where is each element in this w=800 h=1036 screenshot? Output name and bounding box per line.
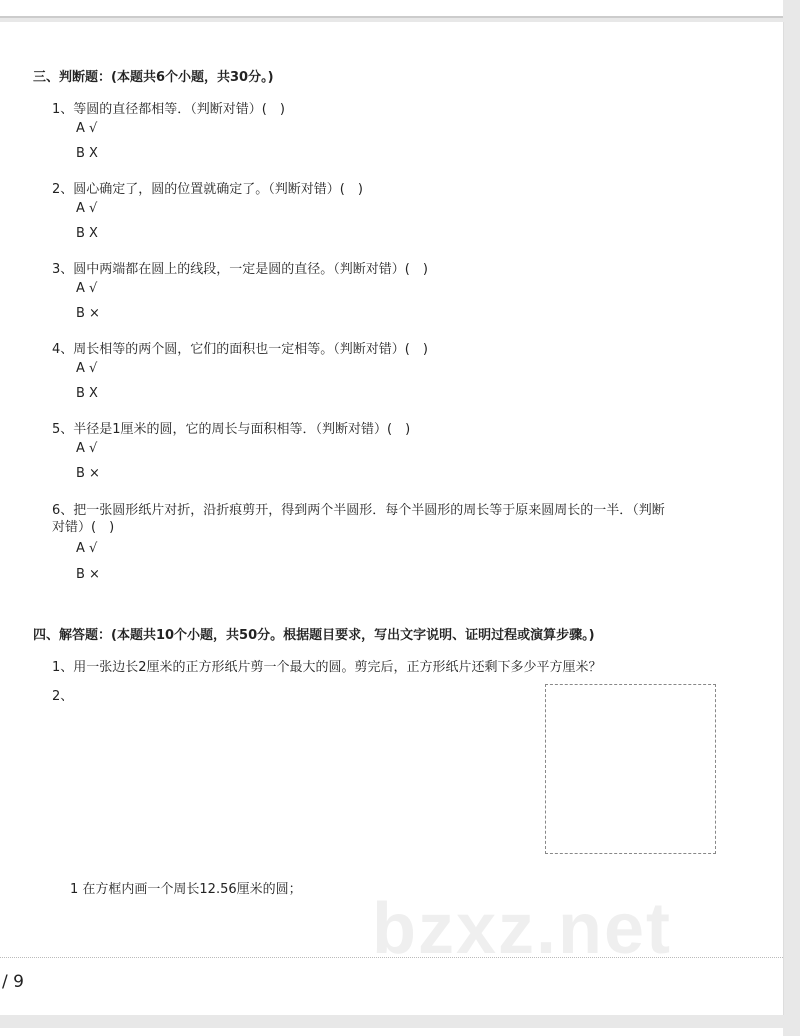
question-text: 1、用一张边长2厘米的正方形纸片剪一个最大的圆。剪完后，正方形纸片还剩下多少平方厘米？ <box>52 660 602 675</box>
option-a[interactable]: A √ <box>76 441 98 456</box>
next-page-edge <box>0 1028 783 1036</box>
question-text: 5、半径是1厘米的圆，它的周长与面积相等．（判断对错）( ) <box>52 422 411 437</box>
question-text-continued: 对错）( ) <box>52 520 115 535</box>
previous-page-edge <box>0 0 783 18</box>
page-separator <box>0 957 783 958</box>
section-4-title: 四、解答题：(本题共10个小题，共50分。根据题目要求，写出文字说明、证明过程或演算步骤。) <box>33 628 595 643</box>
question-text: 1、等圆的直径都相等．（判断对错）( ) <box>52 102 285 117</box>
document-page <box>0 22 784 1015</box>
option-a[interactable]: A √ <box>76 281 98 296</box>
option-b[interactable]: B × <box>76 466 100 481</box>
option-a[interactable]: A √ <box>76 121 98 136</box>
sub-question-text: 1 在方框内画一个周长12.56厘米的圆； <box>70 882 302 897</box>
option-a[interactable]: A √ <box>76 201 98 216</box>
watermark: bzxz.net <box>372 889 673 969</box>
drawing-box <box>545 684 716 854</box>
option-b[interactable]: B X <box>76 146 98 161</box>
option-b[interactable]: B × <box>76 567 100 582</box>
question-text: 3、圆中两端都在圆上的线段，一定是圆的直径。（判断对错）( ) <box>52 262 428 277</box>
page-indicator: / 9 <box>2 972 24 992</box>
option-b[interactable]: B × <box>76 306 100 321</box>
option-b[interactable]: B X <box>76 386 98 401</box>
question-number: 2、 <box>52 689 74 704</box>
question-text: 4、周长相等的两个圆，它们的面积也一定相等。（判断对错）( ) <box>52 342 428 357</box>
question-text: 6、把一张圆形纸片对折，沿折痕剪开，得到两个半圆形．每个半圆形的周长等于原来圆周长的一半．（判断 <box>52 503 665 518</box>
section-3-title: 三、判断题：(本题共6个小题，共30分。) <box>33 70 274 85</box>
option-a[interactable]: A √ <box>76 361 98 376</box>
question-text: 2、圆心确定了，圆的位置就确定了。（判断对错）( ) <box>52 182 363 197</box>
option-b[interactable]: B X <box>76 226 98 241</box>
option-a[interactable]: A √ <box>76 541 98 556</box>
